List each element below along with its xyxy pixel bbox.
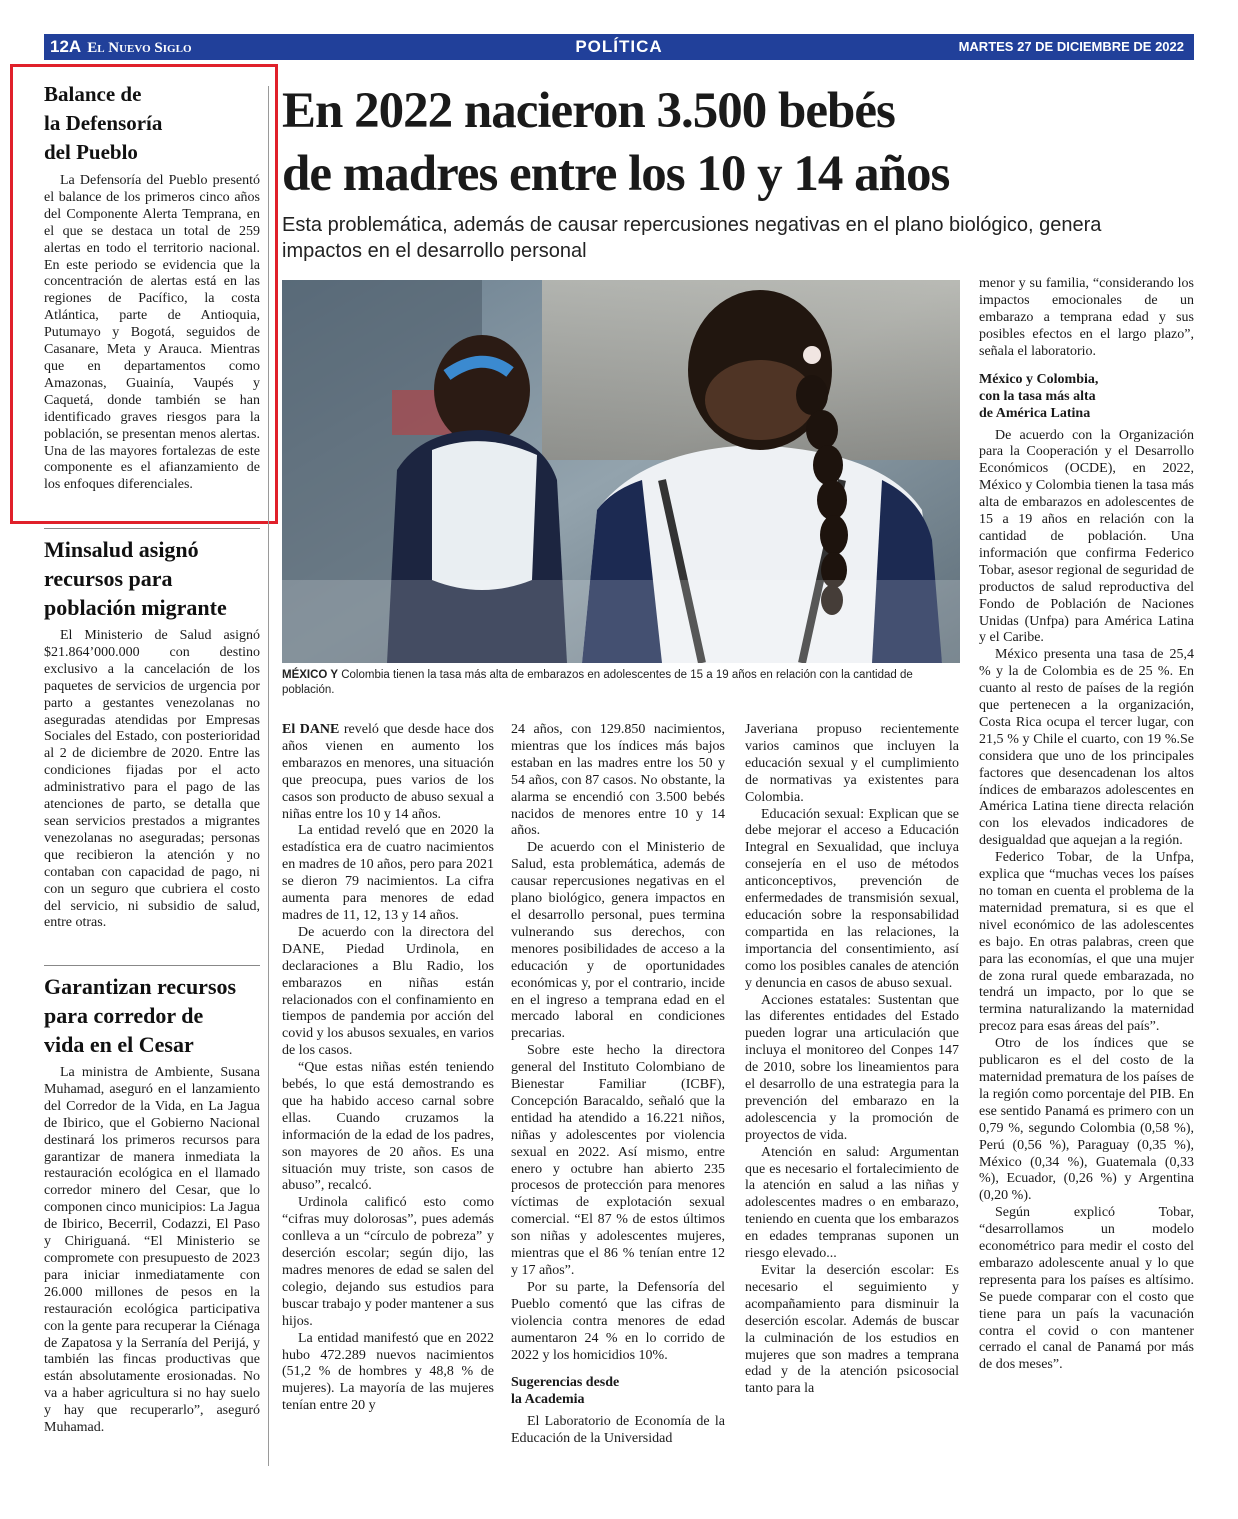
section-subhead: México y Colombia, con la tasa más alta de América Latina [979,371,1099,421]
sidebar-story-cesar [44,972,260,1437]
paragraph: De acuerdo con la directora del DANE, Piedad Urdinola, en declaraciones a Blu Radio, los embarazos en niñas están relacionados con el confinamiento en tiempos de pandemia por acción del covid y los abusos sexuales, en varios de los casos. [282,924,494,1059]
paragraph: Atención en salud: Argumentan que es necesario el fortalecimiento de la atención en salud a las niñas y adolescentes madres o en embarazo, teniendo en cuenta que los embarazos en edades tempranas suponen un riesgo elevado... [745,1144,959,1262]
paragraph: México presenta una tasa de 25,4 % y la de Colombia es de 25 %. En cuanto al resto de países de la región que pertenecen a la organización, Costa Rica ocupa el tercer lugar, con 21,5 % y Chile el cuarto, con 19 %.Se considera que uno de los principales factores que desencadenan los altos índices de embarazos adolescentes en América Latina tiene directa relación con los elevados indicadores de desigualdad que aquejan a la región. [979,647,1194,849]
paragraph: “Que estas niñas estén teniendo bebés, lo que está demostrando es que ha habido acceso carnal sobre ellas. Cuando cruzamos la información de la edad de los padres, son mayores de 20 años. Es una situación muy triste, son casos de abuso”, recalcó. [282,1060,494,1194]
paragraph: La entidad manifestó que en 2022 hubo 472.289 nuevos nacimientos (51,2 % de hombres y 48,8 % de mujeres). La mayoría de las mujeres tenían entre 20 y [282,1330,494,1414]
paragraph: El DANE reveló que desde hace dos años vienen en aumento los embarazos en menores, una situación que preocupa, pues varios de los casos son producto de abuso sexual a niñas entre los 10 y 14 años. [282,722,494,822]
photo-caption: MÉXICO Y Colombia tienen la tasa más alta de embarazos en adolescentes de 15 a 19 años en relación con la cantidad de población. [282,669,913,696]
paragraph: Urdinola calificó esto como “cifras muy dolorosas”, pues además conlleva a un “círculo de pobreza” y deserción escolar; según dijo, las madres menores de edad se salen del colegio, dejando sus estudios para buscar trabajo y poder mantener a sus hijos. [282,1195,494,1329]
main-headline: En 2022 nacieron 3.500 bebés de madres entre los 10 y 14 años [282,83,950,202]
paragraph: Acciones estatales: Sustentan que las diferentes entidades del Estado pueden lograr una articulación que incluya el monitoreo del Conpes 147 de 2010, sobre los lineamientos para el desarrollo de una estrategia para la prevención del embarazo en la adolescencia y la promoción de proyectos de vida. [745,992,959,1143]
page-header-bar [44,34,1194,60]
sidebar-story-minsalud [44,535,260,932]
sidebar-story-defensoria [44,80,260,494]
paragraph: La entidad reveló que en 2020 la estadística era de cuatro nacimientos en madres de 10 años, pero para 2021 se dieron 79 nacimientos. La cifra aumenta para menores de edad madres de 11, 12, 13 y 14 años. [282,823,494,923]
page-number: 12A El Nuevo Siglo [50,37,192,56]
section-name: POLÍTICA [575,37,663,56]
students-photo-illustration [282,280,960,663]
paragraph: Educación sexual: Explican que se debe mejorar el acceso a Educación Integral en Sexualidad, que incluya consejería en el uso de métodos anticonceptivos, prevención de enfermedades de transmisión sexual, educación sobre la responsabilidad compartida en las relaciones, la importancia del consentimiento, así como los posibles canales de atención y denuncia en casos de abuso sexual. [745,806,959,991]
article-subhead: Esta problemática, además de causar repercusiones negativas en el plano biológico, genera impactos en el desarrollo personal [282,214,1102,262]
story-separator [44,965,260,966]
paragraph: El Laboratorio de Economía de la Educación de la Universidad [511,1414,725,1447]
paragraph: 24 años, con 129.850 nacimientos, mientras que los índices más bajos estaban en las madres entre los 50 y 54 años, con 87 casos. No obstante, la alarma se encendió con 3.500 bebés nacidos de menores entre 10 y 14 años. [511,722,725,839]
paragraph: De acuerdo con el Ministerio de Salud, esta problemática, además de causar repercusiones negativas en el plano biológico, genera impactos en el desarrollo personal, pues termina vulnerando sus derechos, con menores posibilidades de acceso a la educación y de oportunidades económicas y, por el contrario, incide en el ingreso a temprana edad en el mercado laboral en condiciones precarias. [511,840,725,1042]
paragraph: Federico Tobar, de la Unfpa, explica que “muchas veces los países no toman en cuenta el problema de la maternidad prematura, si es que el nivel económico de las adolescentes es bajo. En otras palabras, creen que para las economías, el que una mujer de zona rural quede embarazada, no tendrá un impacto, por lo que se termina naturalizando la maternidad precoz para esas áreas del país”. [979,850,1194,1035]
issue-date: MARTES 27 DE DICIEMBRE DE 2022 [958,39,1184,54]
paragraph: menor y su familia, “considerando los impactos emocionales de un embarazo a temprana edad y sus posibles efectos en el largo plazo”, señala el laboratorio. [979,276,1194,359]
story-title: Garantizan recursos para corredor de vida en el Cesar [44,974,237,1057]
article-column-1 [282,722,494,1415]
paragraph: Según explicó Tobar, “desarrollamos un modelo econométrico para medir el costo del embarazo adolescente anual y lo que representa para los países es altísimo. Se puede comparar con el costo que tiene para un país la vacunación contra el covid o con mantener cerrado el canal de Panamá por más de dos meses”. [979,1205,1194,1373]
paragraph: Sobre este hecho la directora general del Instituto Colombiano de Bienestar Familiar (ICBF), Concepción Baracaldo, señaló que la entidad ha atendido a 16.221 niños, niñas y adolescentes por violencia sexual en 2022. Así mismo, entre enero y octubre han abierto 235 procesos de protección para menores víctimas de explotación sexual comercial. “El 87 % de estos últimos son niñas y adolescentes mujeres, mientras que el 86 % tenían entre 12 y 17 años”. [511,1043,725,1278]
paragraph: Evitar la deserción escolar: Es necesario el seguimiento y acompañamiento para disminuir la deserción escolar. Además de buscar la culminación de los estudios en mujeres que son madres a temprana edad y de la atención psicosocial tanto para la [745,1263,959,1397]
paragraph: Javeriana propuso recientemente varios caminos que incluyen la educación sexual y el cumplimiento de normativas ya existentes para Colombia. [745,722,959,805]
story-title: Minsalud asignó recursos para población migrante [44,537,227,620]
paragraph: Por su parte, la Defensoría del Pueblo comentó que las cifras de violencia contra menores de edad aumentaron 24 % en lo corrido de 2022 y los homicidios 10%. [511,1279,725,1363]
story-body: La ministra de Ambiente, Susana Muhamad, aseguró en el lanzamiento del Corredor de la Vida, en La Jagua de Ibirico, que el Gobierno Nacional destinará los primeros recursos para garantizar de manera inmediata la restauración ecológica en el llamado corredor minero del Cesar, que lo componen cinco municipios: La Jagua de Ibirico, Becerril, Codazzi, El Paso y Chiriguaná. “El Ministerio se compromete con presupuesto de 2023 para iniciar inmediatamente con 26.000 millones de pesos en la restauración ecológica participativa con la gente para recuperar la Ciénaga de Zapatosa y la Serranía del Perijá, y también las fincas productivas que están absolutamente erosionadas. No va a haber agricultura si no hay suelo y hay que recuperarlo”, aseguró Muhamad. [44,1065,260,1436]
story-separator [44,528,260,529]
article-photo [282,280,960,663]
newspaper-name: El Nuevo Siglo [87,40,192,56]
section-subhead: Sugerencias desde la Academia [511,1375,620,1408]
article-column-2 [511,722,725,1448]
article-column-4 [979,276,1194,1374]
paragraph: De acuerdo con la Organización para la Cooperación y el Desarrollo Económicos (OCDE), en 2022, México y Colombia tienen la tasa más alta de embarazos en adolescentes de 15 a 19 años en relación con la cantidad de población. Una información que confirma Federico Tobar, asesor regional de seguridad de productos de salud reproductiva del Fondo de Población de Naciones Unidas (Unfpa) para América Latina y el Caribe. [979,427,1194,646]
story-title: Balance de la Defensoría del Pueblo [44,82,163,164]
article-column-3 [745,722,959,1398]
column-divider [268,86,269,1466]
paragraph: Otro de los índices que se publicaron es el del costo de la maternidad prematura de los países de la región como porcentaje del PIB. En ese sentido Panamá es primero con un 0,79 %, segundo Colombia (0,58 %), Perú (0,56 %), Paraguay (0,35 %), México (0,34 %), Guatemala (0,33 %), Ecuador, (0,26 %) y Argentina (0,20 %). [979,1036,1194,1204]
story-body: La Defensoría del Pueblo presentó el balance de los primeros cinco años del Componente Alerta Temprana, en el que se destaca un total de 259 alertas en todo el territorio nacional. En este periodo se evidencia que la concentración de alertas está en las regiones de Pacífico, la costa Atlántica, parte de Antioquia, Putumayo y Bogotá, seguidos de Casanare, Meta y Arauca. Mientras que en departamentos como Amazonas, Guainía, Vaupés y Caquetá, donde también se han identificado graves riesgos para la población, se presentan menos alertas. Una de las mayores fortalezas de este componente es el afianzamiento de los enfoques diferenciales. [44,173,260,493]
story-body: El Ministerio de Salud asignó $21.864’000.000 con destino exclusivo a la cancelación de los paquetes de servicios de urgencia por parto a gestantes venezolanas no aseguradas atendidas por Empresas Sociales del Estado, con posterioridad al 2 de diciembre de 2020. Entre las condiciones fijadas por el acto administrativo para el pago de las atenciones de parto, se detalla que sean servicios prestados a migrantes venezolanas no aseguradas; personas que recibieron la atención y no contaban con capacidad de pago, ni con un seguro que cubriera el costo del servicio, ni subsidio de salud, entre otras. [44,628,260,931]
